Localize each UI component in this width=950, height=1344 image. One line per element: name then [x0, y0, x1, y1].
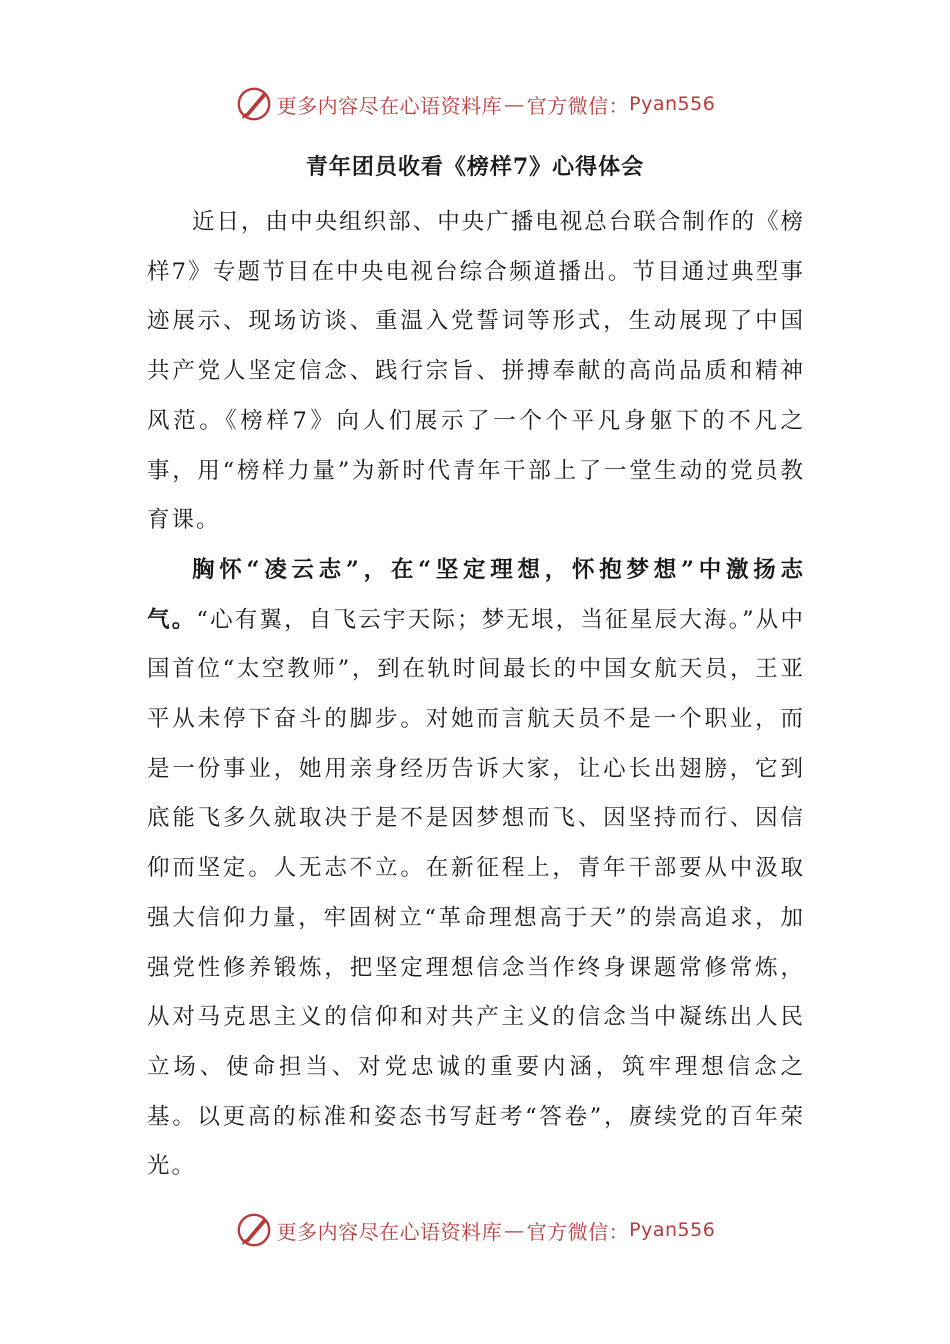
header-watermark — [0, 82, 950, 126]
watermark-dash: — — [504, 92, 525, 116]
watermark-dash: — — [504, 1218, 525, 1242]
watermark-label: 官方微信： — [526, 1219, 630, 1244]
paragraph-1-text: 近日，由中央组织部、中央广播电视总台联合制作的《榜样7》专题节目在中央电视台综合频道播出。节目通过典型事迹展示、现场访谈、重温入党誓词等形式，生动展现了中国共产党人坚定信念、践行宗旨、拼搏奉献的高尚品质和精神风范。《榜样7》向人们展示了一个个平凡身躯下的不凡之事，用“榜样力量”为新时代青年干部上了一堂生动的党员教育课。 — [147, 209, 805, 534]
paragraph-2-lead: 胸怀“凌云志”，在“坚定理想，怀抱梦想”中激扬志气。 — [147, 556, 805, 633]
watermark-handle: Pyan556 — [629, 93, 716, 115]
paragraph-1 — [147, 198, 805, 546]
watermark-text: 更多内容尽在心语资料库 — [276, 93, 503, 118]
quill-logo-icon — [235, 85, 273, 123]
watermark-label: 官方微信： — [526, 93, 630, 118]
document-body — [147, 198, 805, 1192]
watermark-text: 更多内容尽在心语资料库 — [276, 1219, 503, 1244]
paragraph-2-text: “心有翼，自飞云宇天际；梦无垠，当征星辰大海。”从中国首位“太空教师”，到在轨时间最长的中国女航天员，王亚平从未停下奋斗的脚步。对她而言航天员不是一个职业，而是一份事业，她用亲身经历告诉大家，让心长出翅膀，它到底能飞多久就取决于是不是因梦想而飞、因坚持而行、因信仰而坚定。人无志不立。在新征程上，青年干部要从中汲取强大信仰力量，牢固树立“革命理想高于天”的崇高追求，加强党性修养锻炼，把坚定理想信念当作终身课题常修常炼，从对马克思主义的信仰和对共产主义的信念当中凝练出人民立场、使命担当、对党忠诚的重要内涵，筑牢理想信念之基。以更高的标准和姿态书写赶考“答卷”，赓续党的百年荣光。 — [147, 606, 805, 1180]
document-title: 青年团员收看《榜样7》心得体会 — [305, 154, 645, 180]
paragraph-2 — [147, 546, 805, 1192]
footer-watermark — [0, 1208, 950, 1252]
watermark-handle: Pyan556 — [629, 1219, 716, 1241]
quill-logo-icon — [235, 1211, 273, 1249]
